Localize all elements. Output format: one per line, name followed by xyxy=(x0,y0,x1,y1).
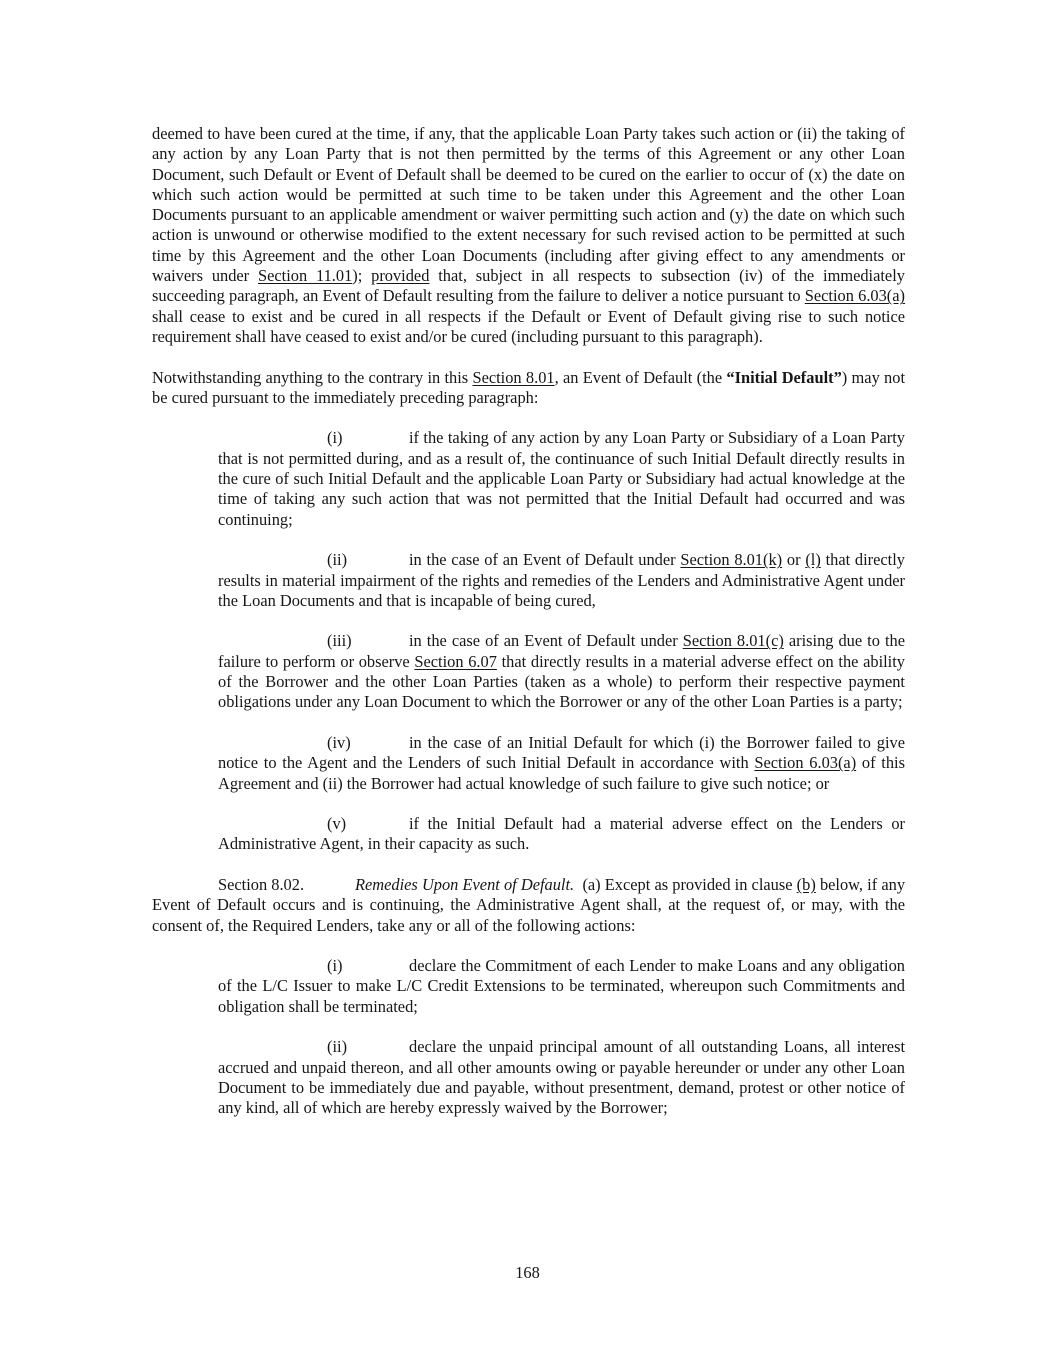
text-segment: declare the Commitment of each Lender to make Loans and any obligation of the L/C Issuer to make L/C Credit Extensions to be terminated, whereupon such Commitments and obligation shall be terminated; xyxy=(218,956,905,1016)
text-segment: in the case of an Event of Default under xyxy=(409,631,683,651)
text-segment: provided xyxy=(371,266,430,286)
clause-cure-v xyxy=(218,814,905,855)
text-segment: or xyxy=(782,550,806,570)
text-segment: deemed to have been cured at the time, if any, that the applicable Loan Party takes such action or (ii) the taking of any action by any Loan Party that is not then permitted by the terms of this Agreement or any other Loan Document, such Default or Event of Default shall be deemed to be cured on the earlier to occur of (x) the date on which such action would be permitted at such time to be taken under this Agreement and the other Loan Documents pursuant to an applicable amendment or waiver permitting such action and (y) the date on which such action is unwound or otherwise modified to the extent necessary for such revised action to be permitted at such time by this Agreement and the other Loan Documents (including after giving effect to any amendments or waivers under xyxy=(152,124,905,286)
clause-number: (ii) xyxy=(327,550,348,570)
text-segment: Section 8.01 xyxy=(472,367,555,387)
text-segment: in the case of an Event of Default under xyxy=(409,550,681,570)
text-segment: ) may not be cured pursuant to the immediately preceding paragraph: xyxy=(152,367,905,407)
clause-text xyxy=(218,631,905,711)
text-segment: if the taking of any action by any Loan Party or Subsidiary of a Loan Party that is not permitted during, and as a result of, the continuance of such Initial Default directly results in the cure of such Initial Default and the applicable Loan Party or Subsidiary had actual knowledge at the time of taking any such action that was not permitted that the Initial Default had occurred and was continuing; xyxy=(218,428,905,529)
clause-remedy-i xyxy=(218,956,905,1017)
clause-cure-i xyxy=(218,428,905,529)
clause-cure-ii xyxy=(218,550,905,611)
text-segment: that directly results in a material adverse effect on the ability of the Borrower and the other Loan Parties (taken as a whole) to perform their respective payment obligations under any Loan Document to which the Borrower or any of the other Loan Parties is a party; xyxy=(218,651,905,712)
paragraph-section-802 xyxy=(152,875,905,936)
text-segment: Remedies Upon Event of Default. xyxy=(355,874,575,894)
text-segment: in the case of an Initial Default for which (i) the Borrower failed to give notice to the Agent and the Lenders of such Initial Default in accordance with xyxy=(218,732,905,773)
text-segment: , an Event of Default (the xyxy=(554,367,727,387)
text-segment: below, if any Event of Default occurs and is continuing, the Administrative Agent shall, at the request of, or may, with the consent of, the Required Lenders, take any or all of the following actions: xyxy=(152,874,906,935)
page-number: 168 xyxy=(515,1263,540,1282)
text-segment: Section 6.03(a) xyxy=(754,753,857,773)
text-segment: ); xyxy=(352,266,372,286)
text-segment: Section 6.03(a) xyxy=(804,286,905,306)
paragraph-initial-default-intro xyxy=(152,368,905,409)
clause-cure-iii xyxy=(218,631,905,712)
document-content xyxy=(152,124,905,1139)
clause-text xyxy=(218,550,905,610)
clause-remedy-ii xyxy=(218,1037,905,1118)
text-segment: Section 11.01 xyxy=(258,266,353,286)
text-segment: of this Agreement and (ii) the Borrower had actual knowledge of such failure to give such notice; or xyxy=(218,753,905,793)
clause-text xyxy=(218,428,905,528)
clause-text xyxy=(218,956,905,1016)
clause-number: (i) xyxy=(327,428,343,448)
text-segment: shall cease to exist and be cured in all respects if the Default or Event of Default giving rise to such notice requirement shall have ceased to exist and/or be cured (including pursuant to this paragraph). xyxy=(152,306,905,346)
text-segment: that, subject in all respects to subsection (iv) of the immediately succeeding paragraph, an Event of Default resulting from the failure to deliver a notice pursuant to xyxy=(152,266,905,306)
text-segment: Notwithstanding anything to the contrary in this xyxy=(152,367,473,387)
clause-number: (ii) xyxy=(327,1037,348,1057)
clause-text xyxy=(218,733,905,793)
clause-number: (iv) xyxy=(327,732,351,752)
clause-cure-iv xyxy=(218,733,905,794)
clause-text xyxy=(218,814,905,853)
clause-text xyxy=(218,1037,905,1117)
text-segment: (b) xyxy=(796,874,816,894)
paragraph-default-cure-continuation xyxy=(152,124,905,347)
section-number-label: Section 8.02. xyxy=(218,874,305,894)
clause-number: (v) xyxy=(327,814,347,834)
text-segment: Section 8.01(c) xyxy=(682,631,784,651)
text-segment: Section 6.07 xyxy=(414,651,497,671)
clause-number: (i) xyxy=(327,956,343,976)
clause-number: (iii) xyxy=(327,631,352,651)
text-segment: if the Initial Default had a material adverse effect on the Lenders or Administrative Agent, in their capacity as such. xyxy=(218,814,905,854)
text-segment: (l) xyxy=(805,550,821,570)
text-segment: Section 8.01(k) xyxy=(680,550,783,570)
text-segment: that directly results in material impairment of the rights and remedies of the Lenders and Administrative Agent under the Loan Documents and that is incapable of being cured, xyxy=(218,550,905,610)
text-segment: declare the unpaid principal amount of all outstanding Loans, all interest accrued and unpaid thereon, and all other amounts owing or payable hereunder or under any other Loan Document to be immediately due and payable, without presentment, demand, protest or other notice of any kind, all of which are hereby expressly waived by the Borrower; xyxy=(218,1037,905,1118)
text-segment: arising due to the failure to perform or observe xyxy=(218,631,905,671)
text-segment: (a) Except as provided in clause xyxy=(574,874,797,894)
text-segment: “Initial Default” xyxy=(726,367,842,387)
